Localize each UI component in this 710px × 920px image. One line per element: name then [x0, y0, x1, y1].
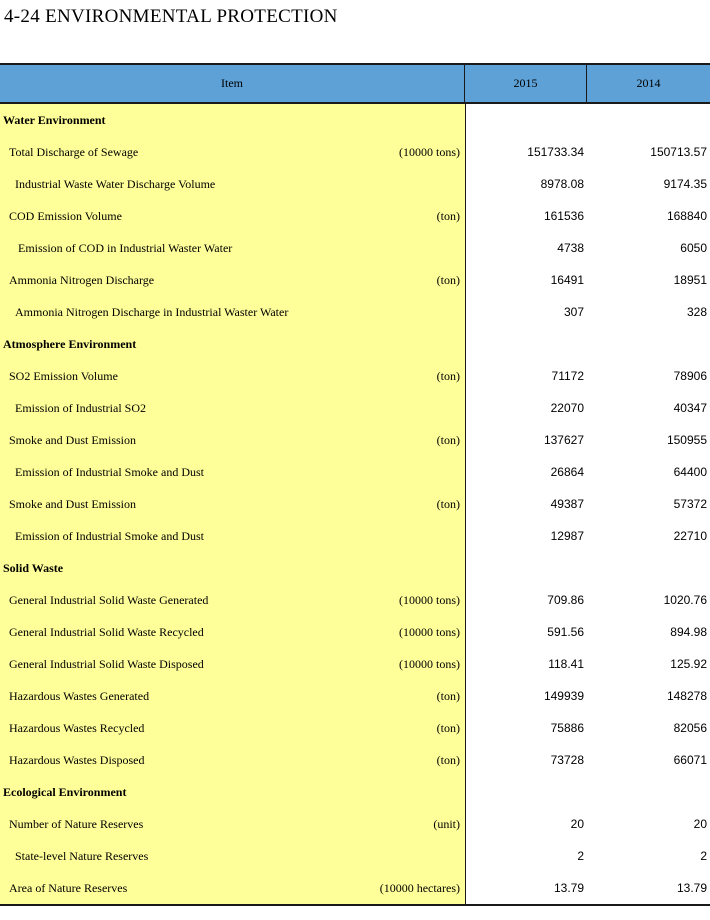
value-2015: 8978.08	[540, 177, 584, 191]
value-2014: 168840	[666, 209, 707, 223]
value-2015: 151733.34	[527, 145, 584, 159]
table-row	[0, 712, 710, 744]
section-row	[0, 104, 710, 136]
item-cell	[0, 360, 465, 392]
section-row	[0, 552, 710, 584]
unit-label: (ton)	[436, 369, 460, 383]
value-2015: 2	[577, 849, 584, 863]
unit-label: (10000 tons)	[399, 657, 460, 671]
item-cell	[0, 232, 465, 264]
environment-table	[0, 63, 710, 906]
table-row	[0, 456, 710, 488]
section-label: Water Environment	[3, 113, 106, 127]
item-label: Emission of Industrial Smoke and Dust	[15, 529, 204, 543]
item-cell	[0, 584, 465, 616]
unit-label: (ton)	[436, 273, 460, 287]
value-2014: 64400	[673, 465, 707, 479]
item-cell	[0, 872, 465, 904]
unit-label: (ton)	[436, 497, 460, 511]
value-2015: 75886	[550, 721, 584, 735]
value-2015: 709.86	[547, 593, 584, 607]
table-row	[0, 296, 710, 328]
item-label: Hazardous Wastes Generated	[9, 689, 150, 703]
section-row	[0, 776, 710, 808]
value-2015	[465, 776, 587, 808]
item-label: Ammonia Nitrogen Discharge in Industrial Waster Water	[15, 305, 289, 319]
item-cell	[0, 296, 465, 328]
item-cell	[0, 744, 465, 776]
item-cell	[0, 680, 465, 712]
table-row	[0, 488, 710, 520]
value-2014: 9174.35	[663, 177, 707, 191]
table-row	[0, 360, 710, 392]
value-2015: 149939	[543, 689, 584, 703]
item-cell	[0, 264, 465, 296]
item-cell	[0, 168, 465, 200]
value-2014: 1020.76	[663, 593, 707, 607]
item-cell	[0, 712, 465, 744]
value-2015: 26864	[550, 465, 584, 479]
unit-label: (10000 hectares)	[379, 881, 460, 895]
item-label: Smoke and Dust Emission	[9, 433, 137, 447]
value-2015	[465, 552, 587, 584]
unit-label: (ton)	[436, 433, 460, 447]
value-2014	[587, 104, 710, 136]
unit-label: (10000 tons)	[399, 625, 460, 639]
value-2014: 150713.57	[650, 145, 707, 159]
table-row	[0, 680, 710, 712]
value-2015: 4738	[557, 241, 584, 255]
value-2014: 125.92	[670, 657, 707, 671]
value-2014: 40347	[673, 401, 707, 415]
value-2015: 16491	[550, 273, 584, 287]
item-label: Emission of Industrial SO2	[15, 401, 146, 415]
value-2014: 148278	[666, 689, 707, 703]
table-row	[0, 744, 710, 776]
table-row	[0, 872, 710, 904]
value-2014: 150955	[666, 433, 707, 447]
value-2015: 591.56	[547, 625, 584, 639]
table-row	[0, 520, 710, 552]
table-row	[0, 232, 710, 264]
table-row	[0, 136, 710, 168]
unit-label: (ton)	[436, 689, 460, 703]
value-2014: 6050	[680, 241, 707, 255]
table-row	[0, 648, 710, 680]
item-cell	[0, 104, 465, 136]
value-2015: 307	[563, 305, 584, 319]
value-2014: 2	[700, 849, 707, 863]
item-label: COD Emission Volume	[9, 209, 122, 223]
table-row	[0, 840, 710, 872]
value-2015: 161536	[543, 209, 584, 223]
item-label: Emission of COD in Industrial Waster Water	[18, 241, 233, 255]
unit-label: (10000 tons)	[399, 593, 460, 607]
item-label: Number of Nature Reserves	[9, 817, 144, 831]
item-cell	[0, 808, 465, 840]
item-cell	[0, 776, 465, 808]
item-label: Smoke and Dust Emission	[9, 497, 137, 511]
item-cell	[0, 200, 465, 232]
table-row	[0, 168, 710, 200]
table-row	[0, 264, 710, 296]
item-label: Hazardous Wastes Recycled	[9, 721, 145, 735]
value-2015: 118.41	[548, 657, 584, 671]
section-label: Atmosphere Environment	[3, 337, 137, 351]
item-cell	[0, 424, 465, 456]
item-cell	[0, 456, 465, 488]
item-label: Hazardous Wastes Disposed	[9, 753, 145, 767]
value-2015: 22070	[550, 401, 584, 415]
value-2014: 20	[693, 817, 707, 831]
header-year-2015: 2015	[465, 65, 587, 102]
item-cell	[0, 520, 465, 552]
value-2015: 12987	[550, 529, 584, 543]
value-2014	[587, 328, 710, 360]
unit-label: (10000 tons)	[399, 145, 460, 159]
value-2014: 66071	[673, 753, 707, 767]
page-title: 4-24 ENVIRONMENTAL PROTECTION	[4, 6, 338, 27]
table-row	[0, 616, 710, 648]
value-2014: 328	[686, 305, 707, 319]
value-2015: 13.79	[553, 881, 584, 895]
value-2014: 78906	[673, 369, 707, 383]
table-row	[0, 808, 710, 840]
section-label: Ecological Environment	[3, 785, 127, 799]
value-2014	[587, 776, 710, 808]
value-2015: 73728	[550, 753, 584, 767]
item-cell	[0, 328, 465, 360]
item-cell	[0, 616, 465, 648]
section-label: Solid Waste	[3, 561, 64, 575]
item-cell	[0, 488, 465, 520]
item-cell	[0, 552, 465, 584]
table-row	[0, 392, 710, 424]
item-label: SO2 Emission Volume	[9, 369, 118, 383]
item-label: General Industrial Solid Waste Generated	[9, 593, 209, 607]
value-2014: 22710	[673, 529, 707, 543]
item-cell	[0, 136, 465, 168]
table-row	[0, 200, 710, 232]
value-2015: 71172	[551, 369, 584, 383]
item-label: General Industrial Solid Waste Recycled	[9, 625, 204, 639]
item-cell	[0, 392, 465, 424]
value-2015: 137627	[543, 433, 584, 447]
table-body	[0, 104, 710, 906]
item-label: Total Discharge of Sewage	[9, 145, 139, 159]
table-row	[0, 584, 710, 616]
item-label: Emission of Industrial Smoke and Dust	[15, 465, 204, 479]
item-label: Ammonia Nitrogen Discharge	[9, 273, 155, 287]
item-cell	[0, 648, 465, 680]
unit-label: (ton)	[436, 753, 460, 767]
value-2014: 894.98	[670, 625, 707, 639]
unit-label: (unit)	[433, 817, 460, 831]
value-2014: 13.79	[676, 881, 707, 895]
unit-label: (ton)	[436, 209, 460, 223]
item-cell	[0, 840, 465, 872]
table-row	[0, 424, 710, 456]
table-header	[0, 63, 710, 104]
section-row	[0, 328, 710, 360]
value-2015	[465, 104, 587, 136]
value-2015	[465, 328, 587, 360]
item-label: Industrial Waste Water Discharge Volume	[15, 177, 216, 191]
value-2014: 57372	[673, 497, 707, 511]
item-label: State-level Nature Reserves	[15, 849, 149, 863]
item-label: Area of Nature Reserves	[9, 881, 128, 895]
item-label: General Industrial Solid Waste Disposed	[9, 657, 204, 671]
value-2014: 18951	[673, 273, 707, 287]
value-2015: 20	[570, 817, 584, 831]
value-2015: 49387	[550, 497, 584, 511]
header-item: Item	[0, 65, 465, 102]
unit-label: (ton)	[436, 721, 460, 735]
header-year-2014: 2014	[636, 76, 661, 90]
value-2014: 82056	[673, 721, 707, 735]
value-2014	[587, 552, 710, 584]
